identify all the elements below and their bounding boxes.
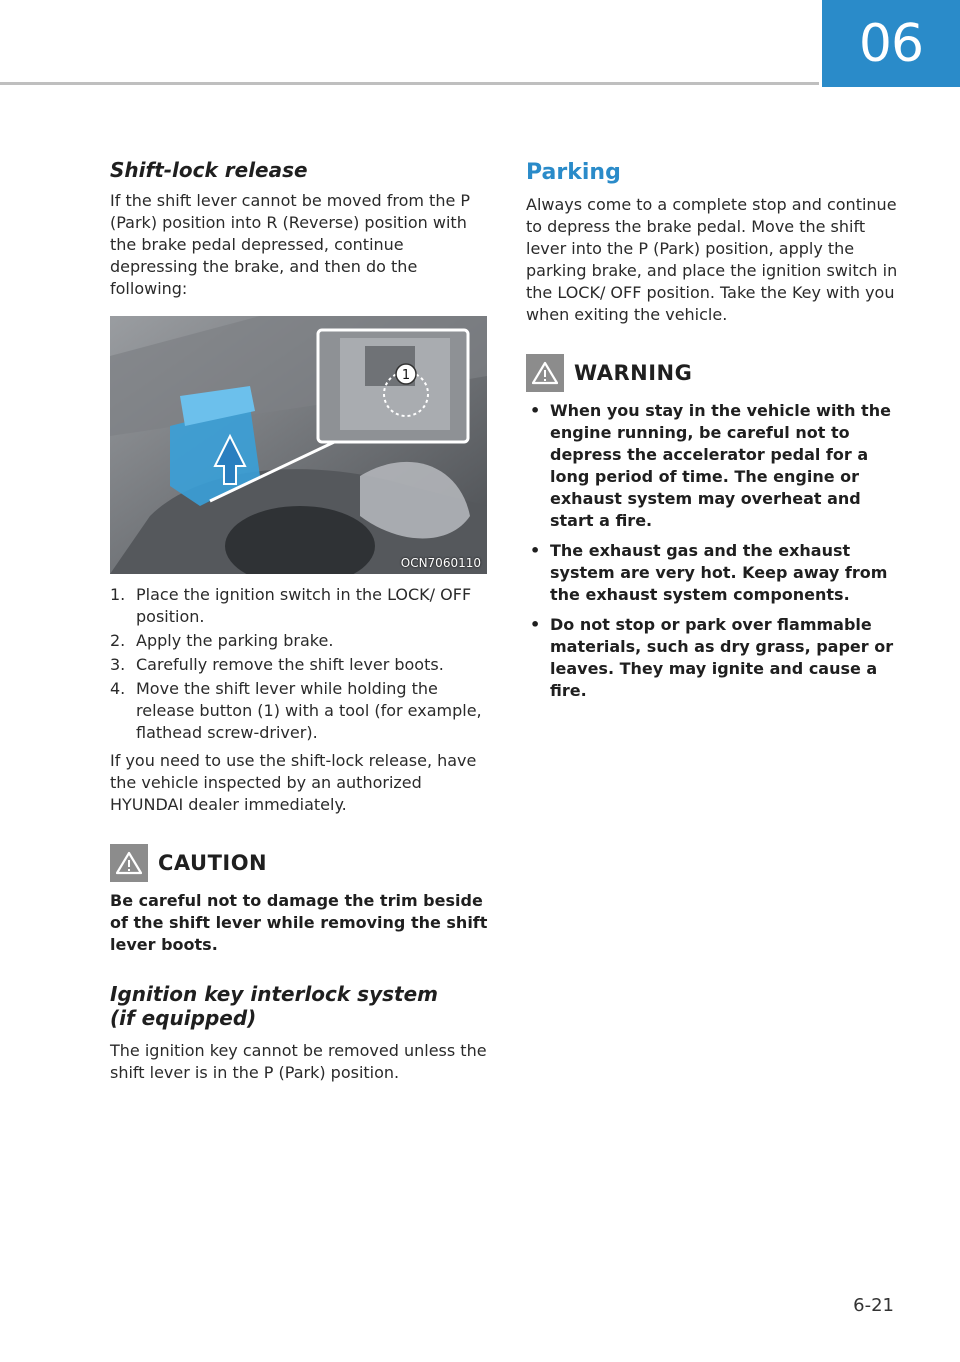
list-item: • The exhaust gas and the exhaust system are very hot. Keep away from the exhaust system components.	[530, 541, 888, 604]
header-rule	[0, 82, 819, 85]
warning-icon	[526, 354, 564, 392]
caution-icon	[110, 844, 148, 882]
list-item: 1. Place the ignition switch in the LOCK/ OFF position.	[110, 585, 472, 626]
left-column	[110, 158, 490, 1084]
list-item: 2. Apply the parking brake.	[110, 631, 334, 650]
right-column	[526, 158, 898, 710]
figure-code: OCN7060110	[400, 556, 481, 570]
page-number: 6-21	[853, 1295, 894, 1316]
warning-title: WARNING	[574, 361, 693, 385]
shift-lock-figure	[110, 316, 487, 574]
list-item: • When you stay in the vehicle with the engine running, be careful not to depress the accelerator pedal for a long period of time. The engine or exhaust system may overheat and start a fire.	[530, 401, 891, 530]
callout-number: 1	[401, 368, 411, 383]
parking-title: Parking	[526, 160, 621, 185]
chapter-tab	[822, 0, 960, 87]
ignition-text: The ignition key cannot be removed unless the shift lever is in the P (Park) position.	[110, 1041, 487, 1082]
caution-box	[110, 844, 490, 956]
parking-text: Always come to a complete stop and continue to depress the brake pedal. Move the shift lever into the P (Park) position, apply the parking brake, and place the ignition switch in the LOCK/ OFF position. Take the Key with you when exiting the vehicle.	[526, 195, 898, 324]
shift-lock-after: If you need to use the shift-lock release, have the vehicle inspected by an authorized HYUNDAI dealer immediately.	[110, 751, 477, 814]
caution-title: CAUTION	[158, 851, 268, 875]
chapter-number: 06	[858, 13, 924, 74]
shift-lever-illustration	[110, 316, 487, 574]
shift-lock-title: Shift-lock release	[110, 158, 308, 182]
list-item: 3. Carefully remove the shift lever boots.	[110, 655, 444, 674]
list-item: 4. Move the shift lever while holding the release button (1) with a tool (for example, flathead screw-driver).	[110, 679, 482, 742]
shift-lock-intro: If the shift lever cannot be moved from the P (Park) position into R (Reverse) position with the brake pedal depressed, continue depressing the brake, and then do the following:	[110, 191, 471, 298]
warning-list	[526, 400, 898, 702]
caution-text: Be careful not to damage the trim beside of the shift lever while removing the shift lever boots.	[110, 891, 488, 954]
warning-box	[526, 354, 898, 702]
ignition-section	[110, 982, 490, 1084]
ignition-title: Ignition key interlock system (if equipped)	[110, 982, 438, 1030]
list-item: • Do not stop or park over flammable materials, such as dry grass, paper or leaves. They may ignite and cause a fire.	[530, 615, 894, 700]
shift-lock-steps	[110, 584, 490, 744]
